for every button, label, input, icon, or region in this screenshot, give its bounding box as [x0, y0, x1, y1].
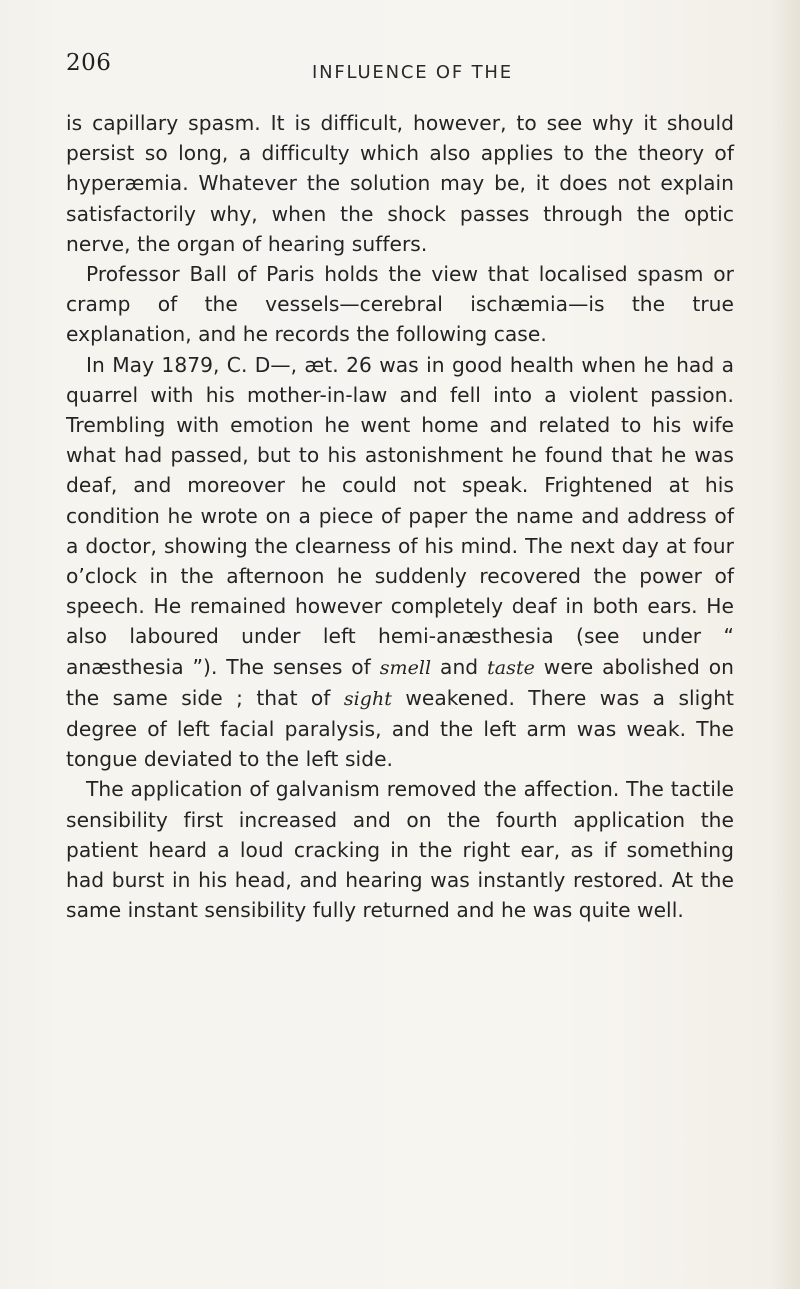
paragraph-text: is capillary spasm. It is difficult, however, to see why it should persist so long, a difficulty which also applies to the theory of hyperæmia. Whatever the solution may be, it does not explain satisfactorily why, when the shock passes through the optic nerve, the organ of hearing suffers.	[66, 111, 734, 256]
paragraph-text-part: weakened. There was a slight degree of left facial paralysis, and the left arm was weak. The tongue deviated to the left side.	[66, 685, 735, 772]
paragraph-case-report	[66, 350, 734, 775]
page-number: 206	[66, 50, 112, 76]
paragraph-ball-view	[66, 259, 734, 350]
body-text	[66, 108, 734, 925]
italic-sight: sight	[343, 687, 392, 710]
paragraph-text-part: were abolished on the same side ; that of	[66, 654, 734, 710]
paragraph-text-part: and	[431, 654, 488, 679]
paragraph-text: The application of galvanism removed the affection. The tactile sensibility first increased and on the fourth application the patient heard a loud cracking in the right ear, as if something had burst in his head, and hearing was instantly restored. At the same instant sensibility fully returned and he was quite well.	[66, 777, 734, 923]
italic-smell: smell	[379, 656, 432, 679]
paragraph-continuation	[66, 108, 734, 259]
italic-taste: taste	[487, 656, 535, 679]
page-header	[0, 50, 800, 90]
running-title: INFLUENCE OF THE	[312, 62, 513, 83]
paragraph-text-part: In May 1879, C. D—, æt. 26 was in good health when he had a quarrel with his mother-in-law and fell into a violent passion. Trembling with emotion he went home and related to his wife what had passed, but to his astonishment he found that he was deaf, and moreover he could not speak. Frightened at his condition he wrote on a piece of paper the name and address of a doctor, showing the clearness of his mind. The next day at four o’clock in the afternoon he suddenly recovered the power of speech. He remained however completely deaf in both ears. He also laboured under left hemi-anæsthesia (see under “ anæsthesia ”). The senses of	[66, 352, 734, 679]
paragraph-galvanism	[66, 774, 734, 925]
paragraph-text: Professor Ball of Paris holds the view that localised spasm or cramp of the vessels—cerebral ischæmia—is the true explanation, and he records the following case.	[66, 262, 734, 347]
